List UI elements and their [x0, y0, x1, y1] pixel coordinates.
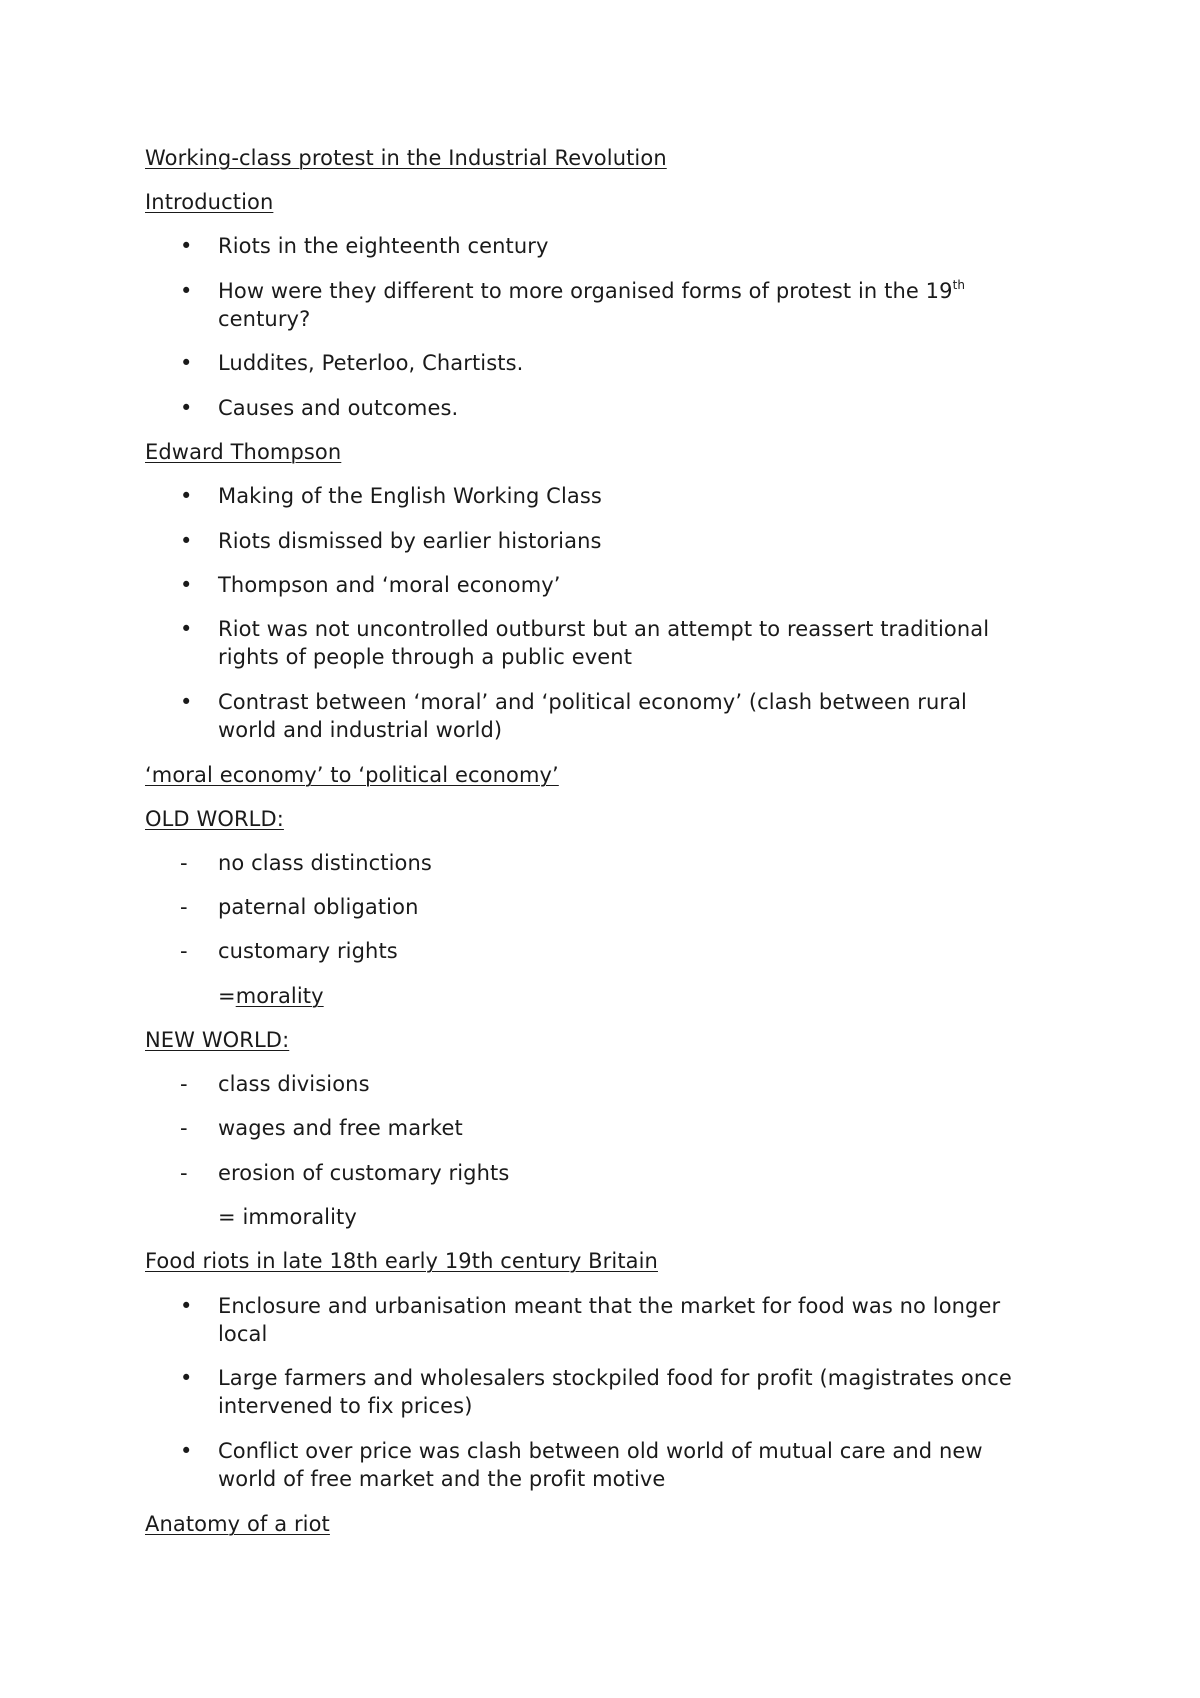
bullet-marker: •: [180, 351, 193, 375]
bullet-marker: •: [180, 1366, 193, 1390]
dash-marker: -: [180, 1161, 188, 1185]
list-item: [218, 1437, 983, 1493]
result-prefix: =: [218, 984, 236, 1008]
list-item: wages and free market: [218, 1116, 463, 1140]
list-item: erosion of customary rights: [218, 1161, 510, 1185]
bullet-marker: •: [180, 279, 193, 303]
list-item-continuation: local: [218, 1322, 268, 1346]
bullet-marker: •: [180, 690, 193, 714]
section-heading-thompson: Edward Thompson: [145, 440, 342, 464]
dash-marker: -: [180, 939, 188, 963]
dash-marker: -: [180, 1072, 188, 1096]
list-item-text: Large farmers and wholesalers stockpiled food for profit (magistrates once: [218, 1366, 1012, 1390]
bullet-marker: •: [180, 573, 193, 597]
list-item-text: How were they different to more organised forms of protest in the 19: [218, 279, 953, 303]
list-item-text: Enclosure and urbanisation meant that the market for food was no longer: [218, 1294, 1001, 1318]
section-heading-anatomy: Anatomy of a riot: [145, 1512, 330, 1536]
bullet-marker: •: [180, 617, 193, 641]
bullet-marker: •: [180, 484, 193, 508]
bullet-marker: •: [180, 396, 193, 420]
list-item-continuation: century?: [218, 307, 311, 331]
list-item: Causes and outcomes.: [218, 396, 459, 420]
list-item-continuation: intervened to fix prices): [218, 1394, 473, 1418]
list-item: [218, 1292, 1000, 1348]
list-item-continuation: rights of people through a public event: [218, 645, 633, 669]
dash-marker: -: [180, 895, 188, 919]
list-item: [218, 688, 967, 744]
list-item: Making of the English Working Class: [218, 484, 602, 508]
list-item: class divisions: [218, 1072, 370, 1096]
list-item: [218, 1364, 1012, 1420]
section-heading-economy: ‘moral economy’ to ‘political economy’: [145, 763, 559, 787]
list-item-continuation: world of free market and the profit motive: [218, 1467, 666, 1491]
dash-marker: -: [180, 851, 188, 875]
section-heading-food-riots: Food riots in late 18th early 19th century Britain: [145, 1249, 658, 1273]
list-item-continuation: world and industrial world): [218, 718, 503, 742]
list-item: [218, 277, 965, 333]
bullet-marker: •: [180, 1294, 193, 1318]
list-item: paternal obligation: [218, 895, 419, 919]
list-item: [218, 615, 989, 671]
list-item: no class distinctions: [218, 851, 432, 875]
list-item-text: Conflict over price was clash between old world of mutual care and new: [218, 1439, 983, 1463]
old-world-result: [218, 982, 324, 1010]
list-item: customary rights: [218, 939, 398, 963]
list-item: Riots dismissed by earlier historians: [218, 529, 602, 553]
list-item: Thompson and ‘moral economy’: [218, 573, 561, 597]
result-text: morality: [235, 984, 324, 1008]
subheading-old-world: OLD WORLD:: [145, 807, 284, 831]
document-title: Working-class protest in the Industrial Revolution: [145, 146, 667, 170]
superscript: th: [952, 278, 966, 292]
section-heading-introduction: Introduction: [145, 190, 274, 214]
bullet-marker: •: [180, 529, 193, 553]
list-item: Luddites, Peterloo, Chartists.: [218, 351, 524, 375]
new-world-result: = immorality: [218, 1205, 357, 1229]
dash-marker: -: [180, 1116, 188, 1140]
list-item-text: Contrast between ‘moral’ and ‘political economy’ (clash between rural: [218, 690, 967, 714]
list-item: Riots in the eighteenth century: [218, 234, 549, 258]
bullet-marker: •: [180, 234, 193, 258]
list-item-text: Riot was not uncontrolled outburst but an attempt to reassert traditional: [218, 617, 990, 641]
bullet-marker: •: [180, 1439, 193, 1463]
subheading-new-world: NEW WORLD:: [145, 1028, 290, 1052]
